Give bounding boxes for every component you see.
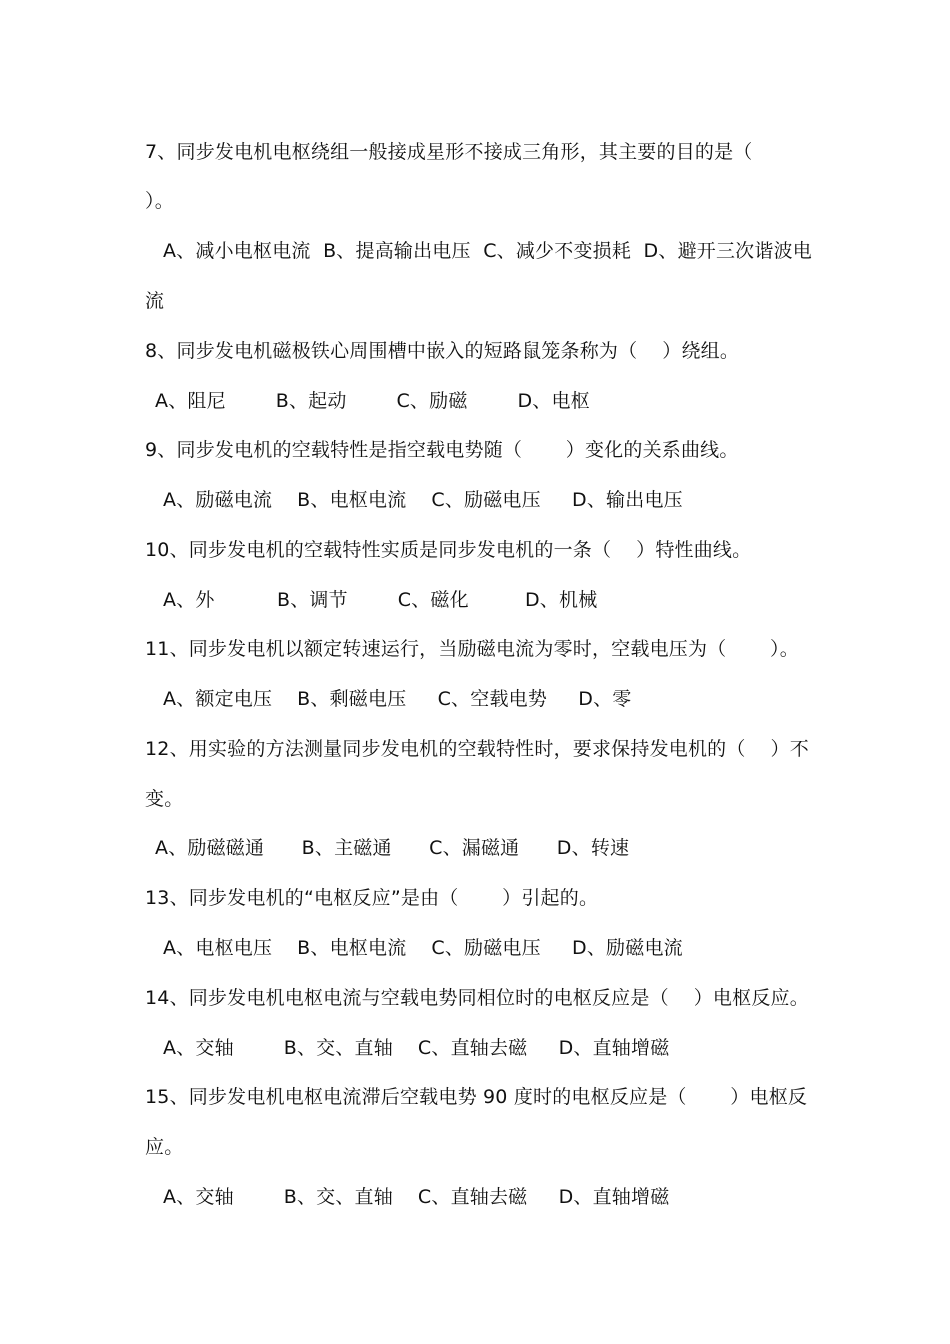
question-12-stem-line-2: 变。 xyxy=(145,788,184,810)
question-11-options: A、额定电压 B、剩磁电压 C、空载电势 D、零 xyxy=(163,688,632,710)
question-14-stem: 14、同步发电机电枢电流与空载电势同相位时的电枢反应是（ ）电枢反应。 xyxy=(145,987,809,1009)
question-13-stem: 13、同步发电机的“电枢反应”是由（ ）引起的。 xyxy=(145,887,599,909)
question-15-stem-line-2: 应。 xyxy=(145,1136,184,1158)
question-10-options: A、外 B、调节 C、磁化 D、机械 xyxy=(163,589,598,611)
question-12-options: A、励磁磁通 B、主磁通 C、漏磁通 D、转速 xyxy=(155,837,630,859)
question-8-stem: 8、同步发电机磁极铁心周围槽中嵌入的短路鼠笼条称为（ ）绕组。 xyxy=(145,340,740,362)
question-14-options: A、交轴 B、交、直轴 C、直轴去磁 D、直轴增磁 xyxy=(163,1037,670,1059)
question-7-stem-line-1: 7、同步发电机电枢绕组一般接成星形不接成三角形，其主要的目的是（ xyxy=(145,141,753,163)
question-15-stem-line-1: 15、同步发电机电枢电流滞后空载电势 90 度时的电枢反应是（ ）电枢反 xyxy=(145,1086,808,1108)
question-9-options: A、励磁电流 B、电枢电流 C、励磁电压 D、输出电压 xyxy=(163,489,683,511)
question-7-options-line-1: A、减小电枢电流 B、提高输出电压 C、减少不变损耗 D、避开三次谐波电 xyxy=(163,240,812,262)
question-10-stem: 10、同步发电机的空载特性实质是同步发电机的一条（ ）特性曲线。 xyxy=(145,539,752,561)
question-7-stem-line-2: ）。 xyxy=(145,190,174,212)
question-12-stem-line-1: 12、用实验的方法测量同步发电机的空载特性时，要求保持发电机的（ ）不 xyxy=(145,738,809,760)
question-9-stem: 9、同步发电机的空载特性是指空载电势随（ ）变化的关系曲线。 xyxy=(145,439,739,461)
question-8-options: A、阻尼 B、起动 C、励磁 D、电枢 xyxy=(155,390,590,412)
question-11-stem: 11、同步发电机以额定转速运行，当励磁电流为零时，空载电压为（ ）。 xyxy=(145,638,799,660)
question-15-options: A、交轴 B、交、直轴 C、直轴去磁 D、直轴增磁 xyxy=(163,1186,670,1208)
question-13-options: A、电枢电压 B、电枢电流 C、励磁电压 D、励磁电流 xyxy=(163,937,683,959)
question-7-options-line-2: 流 xyxy=(145,290,165,312)
